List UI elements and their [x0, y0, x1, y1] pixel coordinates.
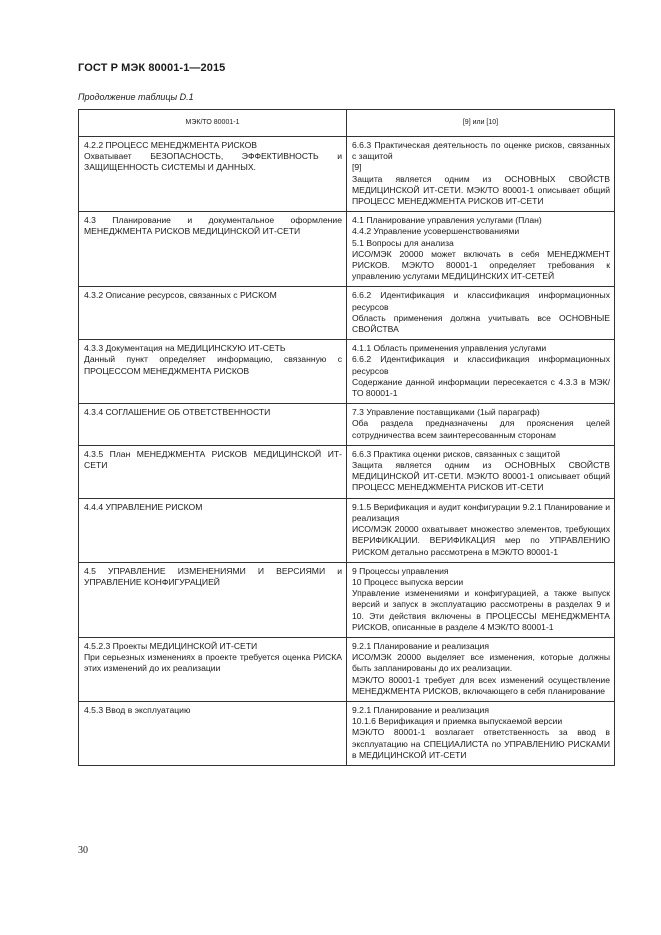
table-row: [79, 137, 615, 212]
page-number: 30: [78, 845, 88, 856]
cell-line: 4.1 Планирование управления услугами (План): [352, 215, 542, 226]
cell-line: Оба раздела предназначены для прояснения целей сотрудничества всем заинтересованным сторонам: [352, 418, 610, 440]
table-row: [79, 340, 615, 404]
document-title: ГОСТ Р МЭК 80001-1—2015: [78, 62, 226, 74]
cell-reference-clause: [347, 498, 615, 562]
cell-reference-clause: [347, 701, 615, 765]
cell-line: 4.4.2 Управление усовершенствованиями: [352, 226, 520, 237]
cell-line: 4.3.4 СОГЛАШЕНИЕ ОБ ОТВЕТСТВЕННОСТИ: [84, 407, 271, 418]
table-row: [79, 637, 615, 701]
cell-line: Охватывает БЕЗОПАСНОСТЬ, ЭФФЕКТИВНОСТЬ и ЗАЩИЩЕННОСТЬ СИСТЕМЫ И ДАННЫХ.: [84, 151, 342, 173]
cell-iec-tr-clause: [79, 404, 347, 446]
cell-line: ИСО/МЭК 20000 охватывает множество элементов, требующих ВЕРИФИКАЦИИ. ВЕРИФИКАЦИЯ мер по УПРАВЛЕНИЮ РИСКОМ детально рассмотрена в МЭК/ТО 80001-1: [352, 524, 610, 557]
table-row: [79, 287, 615, 340]
table-row: [79, 445, 615, 498]
cell-line: 4.3 Планирование и документальное оформление МЕНЕДЖМЕНТА РИСКОВ МЕДИЦИНСКОЙ ИТ-СЕТИ: [84, 215, 342, 237]
cell-line: 4.5.3 Ввод в эксплуатацию: [84, 704, 191, 715]
cell-line: Управление изменениями и конфигурацией, а также выпуск версий и запуск в эксплуатацию рассмотрены в разделах 9 и 10. Эти действия включены в ПРОЦЕССЫ МЕНЕДЖМЕНТА РИСКОВ, описанные в разделе 4 МЭК/ТО 80001-1: [352, 588, 610, 632]
table-row: [79, 562, 615, 637]
cell-iec-tr-clause: [79, 562, 347, 637]
cell-iec-tr-clause: [79, 445, 347, 498]
column-header-references: [9] или [10]: [347, 110, 615, 137]
table-row: [79, 498, 615, 562]
cell-iec-tr-clause: [79, 340, 347, 404]
cell-line: 5.1 Вопросы для анализа: [352, 237, 454, 248]
cell-line: 4.5.2.3 Проекты МЕДИЦИНСКОЙ ИТ-СЕТИ: [84, 640, 258, 651]
cell-line: При серьезных изменениях в проекте требуется оценка РИСКА этих изменений до их реализации: [84, 652, 342, 674]
cell-reference-clause: [347, 404, 615, 446]
column-header-iec-tr: МЭК/ТО 80001-1: [79, 110, 347, 137]
cell-line: МЭК/ТО 80001-1 возлагает ответственность за ввод в эксплуатацию на СПЕЦИАЛИСТА по УПРАВЛЕНИЮ РИСКАМИ в МЕДИЦИНСКОЙ ИТ-СЕТИ: [352, 727, 610, 760]
cell-iec-tr-clause: [79, 498, 347, 562]
cell-reference-clause: [347, 562, 615, 637]
cell-line: МЭК/ТО 80001-1 требует для всех изменений осуществление МЕНЕДЖМЕНТА РИСКОВ, включающего в себя планирование: [352, 674, 610, 696]
cell-line: 9.2.1 Планирование и реализация: [352, 640, 489, 651]
table-row: [79, 212, 615, 287]
cell-line: Защита является одним из ОСНОВНЫХ СВОЙСТВ МЕДИЦИНСКОЙ ИТ-СЕТИ. МЭК/ТО 80001-1 описывает общий ПРОЦЕСС МЕНЕДЖМЕНТА РИСКОВ ИТ-СЕТИ: [352, 173, 610, 207]
cell-line: 6.6.2 Идентификация и классификация информационных ресурсов: [352, 290, 610, 312]
cell-line: Область применения должна учитывать все ОСНОВНЫЕ СВОЙСТВА: [352, 312, 610, 335]
cell-line: 6.6.3 Практика оценки рисков, связанных с защитой: [352, 448, 561, 459]
table-row: [79, 404, 615, 446]
cell-reference-clause: [347, 287, 615, 340]
cell-line: 4.2.2 ПРОЦЕСС МЕНЕДЖМЕНТА РИСКОВ: [84, 140, 257, 150]
cell-iec-tr-clause: [79, 637, 347, 701]
cell-reference-clause: [347, 445, 615, 498]
cell-line: ИСО/МЭК 20000 может включать в себя МЕНЕДЖМЕНТ РИСКОВ. МЭК/ТО 80001-1 определяет требования к управлению услугами МЕДИЦИНСКИХ ИТ-СЕТЕЙ: [352, 248, 610, 282]
cell-line: 4.5 УПРАВЛЕНИЕ ИЗМЕНЕНИЯМИ И ВЕРСИЯМИ и УПРАВЛЕНИЕ КОНФИГУРАЦИЕЙ: [84, 565, 342, 587]
cell-line: Защита является одним из ОСНОВНЫХ СВОЙСТВ МЕДИЦИНСКОЙ ИТ-СЕТИ. МЭК/ТО 80001-1 описывает общий ПРОЦЕСС МЕНЕДЖМЕНТА РИСКОВ ИТ-СЕТИ: [352, 460, 610, 493]
cell-line: Содержание данной информации пересекается с 4.3.3 в МЭК/ТО 80001-1: [352, 376, 610, 399]
cell-iec-tr-clause: [79, 701, 347, 765]
cell-reference-clause: [347, 637, 615, 701]
cell-line: [9]: [352, 162, 362, 173]
cell-iec-tr-clause: [79, 287, 347, 340]
cell-line: 4.3.3 Документация на МЕДИЦИНСКУЮ ИТ-СЕТЬ: [84, 343, 286, 354]
cell-iec-tr-clause: [79, 212, 347, 287]
cell-line: 10 Процесс выпуска версии: [352, 576, 464, 587]
cell-line: 7.3 Управление поставщиками (1ый параграф): [352, 407, 540, 418]
correspondence-table: [78, 109, 615, 766]
cell-line: 4.3.2 Описание ресурсов, связанных с РИСКОМ: [84, 290, 277, 301]
cell-line: ИСО/МЭК 20000 выделяет все изменения, которые должны быть запланированы до их реализации.: [352, 652, 610, 674]
cell-line: 10.1.6 Верификация и приемка выпускаемой версии: [352, 716, 563, 727]
cell-line: 4.4.4 УПРАВЛЕНИЕ РИСКОМ: [84, 501, 203, 512]
cell-line: 9.2.1 Планирование и реализация: [352, 704, 489, 715]
cell-reference-clause: [347, 340, 615, 404]
cell-reference-clause: [347, 137, 615, 212]
cell-line: 4.3.5 План МЕНЕДЖМЕНТА РИСКОВ МЕДИЦИНСКОЙ ИТ-СЕТИ: [84, 448, 342, 471]
table-caption: Продолжение таблицы D.1: [78, 92, 194, 102]
table-header-row: [79, 110, 615, 137]
cell-line: 9 Процессы управления: [352, 565, 449, 576]
cell-reference-clause: [347, 212, 615, 287]
cell-line: 6.6.2 Идентификация и классификация информационных ресурсов: [352, 354, 610, 376]
cell-line: 6.6.3 Практическая деятельность по оценке рисков, связанных с защитой: [352, 140, 610, 162]
cell-line: 4.1.1 Область применения управления услугами: [352, 343, 547, 354]
cell-iec-tr-clause: [79, 137, 347, 212]
cell-line: 9.1.5 Верификация и аудит конфигурации 9.2.1 Планирование и реализация: [352, 501, 610, 523]
cell-line: Данный пункт определяет информацию, связанную с ПРОЦЕССОМ МЕНЕДЖМЕНТА РИСКОВ: [84, 354, 342, 376]
table-row: [79, 701, 615, 765]
